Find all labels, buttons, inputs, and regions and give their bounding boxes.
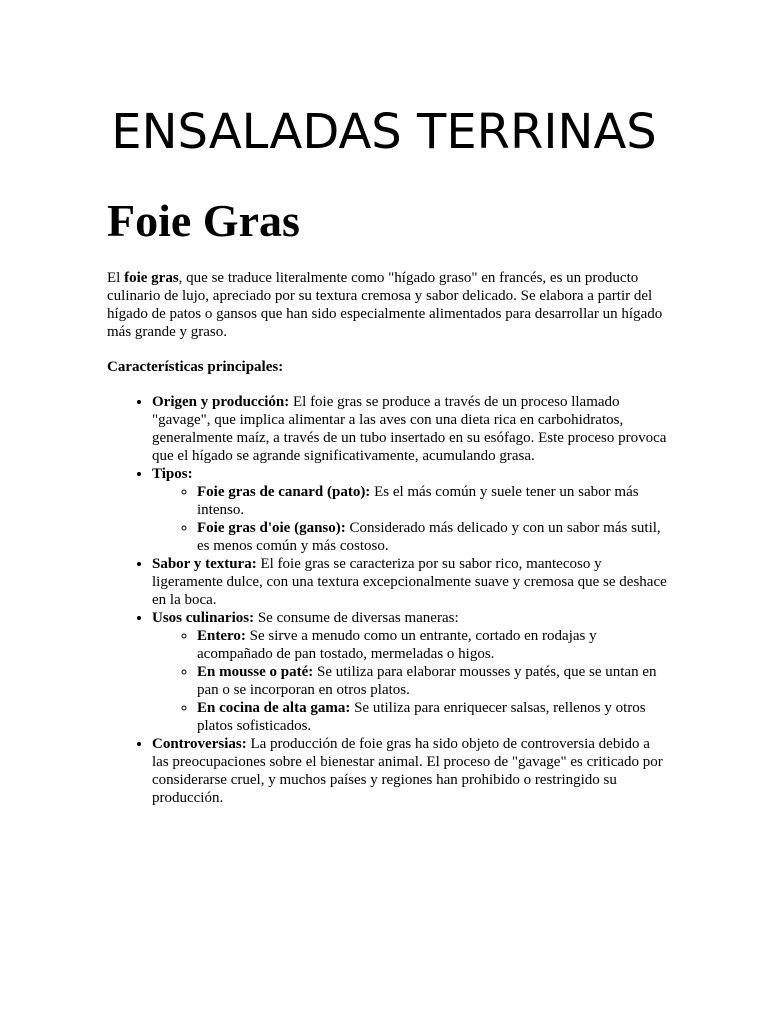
item-label: Usos culinarios:: [152, 610, 255, 626]
item-text: El foie gras se produce a través de un proceso llamado "gavage", que implica alimentar a las aves con una dieta rica en carbohidratos, generalmente maíz, a través de un tubo insertado en su esófago. Este proceso provoca que el hígado se agrande significativamente, acumulando grasa.: [152, 394, 667, 464]
sublist-item: [197, 483, 667, 519]
sublist-item: [197, 663, 667, 699]
subitem-label: En cocina de alta gama:: [197, 700, 351, 716]
item-label: Sabor y textura:: [152, 556, 257, 572]
item-text: El foie gras se caracteriza por su sabor rico, mantecoso y ligeramente dulce, con una textura excepcionalmente suave y cremosa que se deshace en la boca.: [152, 556, 667, 608]
subitem-label: Foie gras d'oie (ganso):: [197, 520, 346, 536]
subitem-text: Es el más común y suele tener un sabor más intenso.: [197, 484, 639, 518]
features-label: Características principales:: [107, 359, 284, 375]
subitem-label: Foie gras de canard (pato):: [197, 484, 371, 500]
list-item-flavor: [152, 555, 667, 609]
item-label: Origen y producción:: [152, 394, 290, 410]
intro-bold-term: foie gras: [124, 270, 179, 286]
uses-sublist: [152, 627, 667, 735]
subitem-text: Se sirve a menudo como un entrante, cortado en rodajas y acompañado de pan tostado, mermeladas o higos.: [197, 628, 597, 662]
intro-paragraph: [107, 269, 667, 341]
item-text: Se consume de diversas maneras:: [254, 610, 459, 626]
features-label-paragraph: [107, 358, 667, 376]
list-item-origin: [152, 393, 667, 465]
item-text: La producción de foie gras ha sido objeto de controversia debido a las preocupaciones sobre el bienestar animal. El proceso de "gavage" es criticado por considerarse cruel, y muchos países y regiones han prohibido o restringido su producción.: [152, 736, 663, 806]
types-sublist: [152, 483, 667, 555]
features-list: [107, 393, 667, 807]
list-item-types: [152, 465, 667, 555]
sublist-item: [197, 519, 667, 555]
section-heading: Foie Gras: [107, 195, 300, 246]
subitem-text: Considerado más delicado y con un sabor más sutil, es menos común y más costoso.: [197, 520, 661, 554]
intro-prefix: El: [107, 270, 125, 286]
item-label: Controversias:: [152, 736, 247, 752]
subitem-text: Se utiliza para elaborar mousses y patés, que se untan en pan o se incorporan en otros platos.: [197, 664, 657, 698]
item-label: Tipos:: [152, 466, 193, 482]
list-item-controversies: [152, 735, 667, 807]
page-title: ENSALADAS TERRINAS: [111, 104, 657, 160]
subitem-text: Se utiliza para enriquecer salsas, rellenos y otros platos sofisticados.: [197, 700, 646, 734]
sublist-item: [197, 699, 667, 735]
intro-text: , que se traduce literalmente como "hígado graso" en francés, es un producto culinario de lujo, apreciado por su textura cremosa y sabor delicado. Se elabora a partir del hígado de patos o gansos que han sido especialmente alimentados para desarrollar un hígado más grande y graso.: [107, 270, 663, 340]
sublist-item: [197, 627, 667, 663]
subitem-label: Entero:: [197, 628, 246, 644]
subitem-label: En mousse o paté:: [197, 664, 314, 680]
document-body: [107, 193, 667, 807]
list-item-uses: [152, 609, 667, 735]
